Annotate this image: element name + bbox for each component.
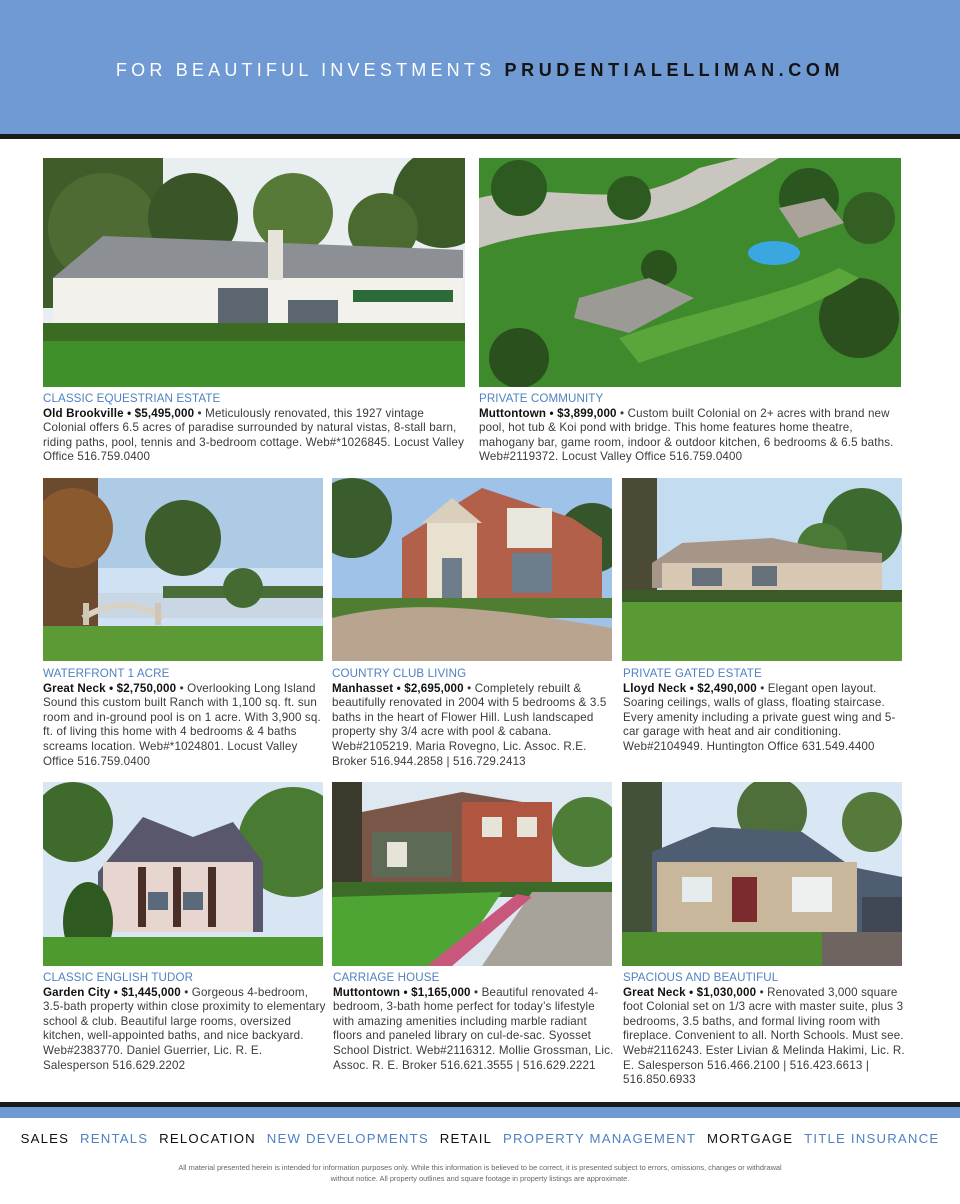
listing-category: CARRIAGE HOUSE [333,971,440,984]
listing-location-price: Muttontown • $3,899,000 [479,406,617,420]
listing-category: PRIVATE GATED ESTATE [623,667,762,680]
listing-category: COUNTRY CLUB LIVING [332,667,467,680]
listing-category: CLASSIC ENGLISH TUDOR [43,971,194,984]
house-photo-4 [332,478,612,661]
listing-photo-spacious[interactable] [622,782,902,966]
listing-photo-country-club[interactable] [332,478,612,661]
house-photo-6 [43,782,323,966]
listing-description: • Custom built Colonial on 2+ acres with brand new pool, hot tub & Koi pond with bridge. This home features home theatre, mahogany bar, game room, indoor & outdoor kitchen, 6 bedrooms & 6.5 baths. Web#2119372. Locust Valley Office 516.759.0400 [479,406,894,464]
listing-location-price: Garden City • $1,445,000 [43,985,181,999]
house-photo-1 [43,158,465,387]
service-rentals[interactable]: RENTALS [80,1131,149,1146]
listing-description: • Renovated 3,000 square foot Colonial set on 1/3 acre with master suite, plus 3 bedrooms, 3.5 baths, and formal living room with fireplace. Convenient to all. North Schools. Must see. Web#2116243. Ester Livian & Melinda Hakimi, Lic. R. E. Salesperson 516.466.2100 | 516.423.6613 | 516.850.6933 [623,985,905,1087]
listing-description: • Beautiful renovated 4-bedroom, 3-bath home perfect for today’s lifestyle with amazing amenities including marble radiant floors and paneled library on cul-de-sac. Syosset School District. Web#2116312. Mollie Grossman, Lic. Assoc. R. E. Broker 516.621.3555 | 516.629.2221 [333,985,614,1072]
house-photo-5 [622,478,902,661]
listing-location-price: Muttontown • $1,165,000 [333,985,471,999]
website-link[interactable]: PRUDENTIALELLIMAN.COM [504,60,845,80]
service-title-insurance[interactable]: TITLE INSURANCE [804,1131,940,1146]
listing-photo-private-community[interactable] [479,158,901,387]
listing-description: • Meticulously renovated, this 1927 vintage Colonial offers 6.5 acres of paradise surrounded by natural vistas, 8-stall barn, riding paths, pool, tennis and 3-bedroom cottage. Web#*1026845. Locust Valley Office 516.759.0400 [43,406,465,464]
listing-description: • Gorgeous 4-bedroom, 3.5-bath property within close proximity to elementary school & club. Beautiful large rooms, oversized kitchen, well-appointed baths, and nice backyard. Web#2383770. Daniel Guerrier, Lic. R. E. Salesperson 516.629.2202 [43,985,326,1072]
banner-heading [0,59,960,81]
listing-text-8 [623,971,908,1088]
top-divider [0,134,960,139]
listing-category: CLASSIC EQUESTRIAN ESTATE [43,392,221,405]
service-sales[interactable]: SALES [20,1131,70,1146]
house-photo-3 [43,478,323,661]
listing-location-price: Great Neck • $1,030,000 [623,985,757,999]
listing-photo-equestrian-estate[interactable] [43,158,465,387]
listing-text-2 [479,392,905,465]
house-photo-7 [332,782,612,966]
listing-category: PRIVATE COMMUNITY [479,392,604,405]
listing-location-price: Great Neck • $2,750,000 [43,681,177,695]
top-banner [0,0,960,134]
listing-photo-gated-estate[interactable] [622,478,902,661]
house-photo-8 [622,782,902,966]
listing-text-4 [332,667,617,769]
listing-description: • Completely rebuilt & beautifully renovated in 2004 with 5 bedrooms & 3.5 baths in the heart of Flower Hill. Lush landscaped property shy 3/4 acre with pool & cabana. Web#2105219. Maria Rovegno, Lic. Assoc. R.E. Broker 516.944.2858 | 516.729.2413 [332,681,607,768]
bottom-band [0,1107,960,1118]
legal-disclaimer: All material presented herein is intended for information purposes only. While this information is believed to be correct, it is presented subject to errors, omissions, changes or withdrawal without notice. All property outlines and square footage in property listings are approximate. [178,1163,782,1183]
service-property-management[interactable]: PROPERTY MANAGEMENT [503,1131,697,1146]
banner-tagline: FOR BEAUTIFUL INVESTMENTS [115,60,496,80]
service-mortgage[interactable]: MORTGAGE [706,1131,794,1146]
listing-text-6 [43,971,328,1073]
listing-text-1 [43,392,469,465]
service-new-developments[interactable]: NEW DEVELOPMENTS [266,1131,429,1146]
listing-category: SPACIOUS AND BEAUTIFUL [623,971,779,984]
listing-description: • Overlooking Long Island Sound this custom built Ranch with 1,100 sq. ft. sun room and in-ground pool is on 1 acre. With 3,900 sq. ft. of living this home with 4 bedrooms & 4 baths screams location. Web#*1024801. Locust Valley Office 516.759.0400 [43,681,321,768]
listing-photo-waterfront[interactable] [43,478,323,661]
listing-location-price: Manhasset • $2,695,000 [332,681,464,695]
listing-location-price: Lloyd Neck • $2,490,000 [623,681,757,695]
service-retail[interactable]: RETAIL [439,1131,493,1146]
listing-photo-english-tudor[interactable] [43,782,323,966]
listing-text-5 [623,667,908,755]
services-nav [0,1131,960,1147]
listing-text-7 [333,971,618,1073]
service-relocation[interactable]: RELOCATION [159,1131,256,1146]
listing-photo-carriage-house[interactable] [332,782,612,966]
listing-category: WATERFRONT 1 ACRE [43,667,170,680]
aerial-photo-2 [479,158,901,387]
listing-location-price: Old Brookville • $5,495,000 [43,406,195,420]
listing-text-3 [43,667,328,769]
listing-description: • Elegant open layout. Soaring ceilings, walls of glass, floating staircase. Every amenity including a private guest wing and 5-car garage with heat and air conditioning. Web#2104949. Huntington Office 631.549.4400 [623,681,896,753]
